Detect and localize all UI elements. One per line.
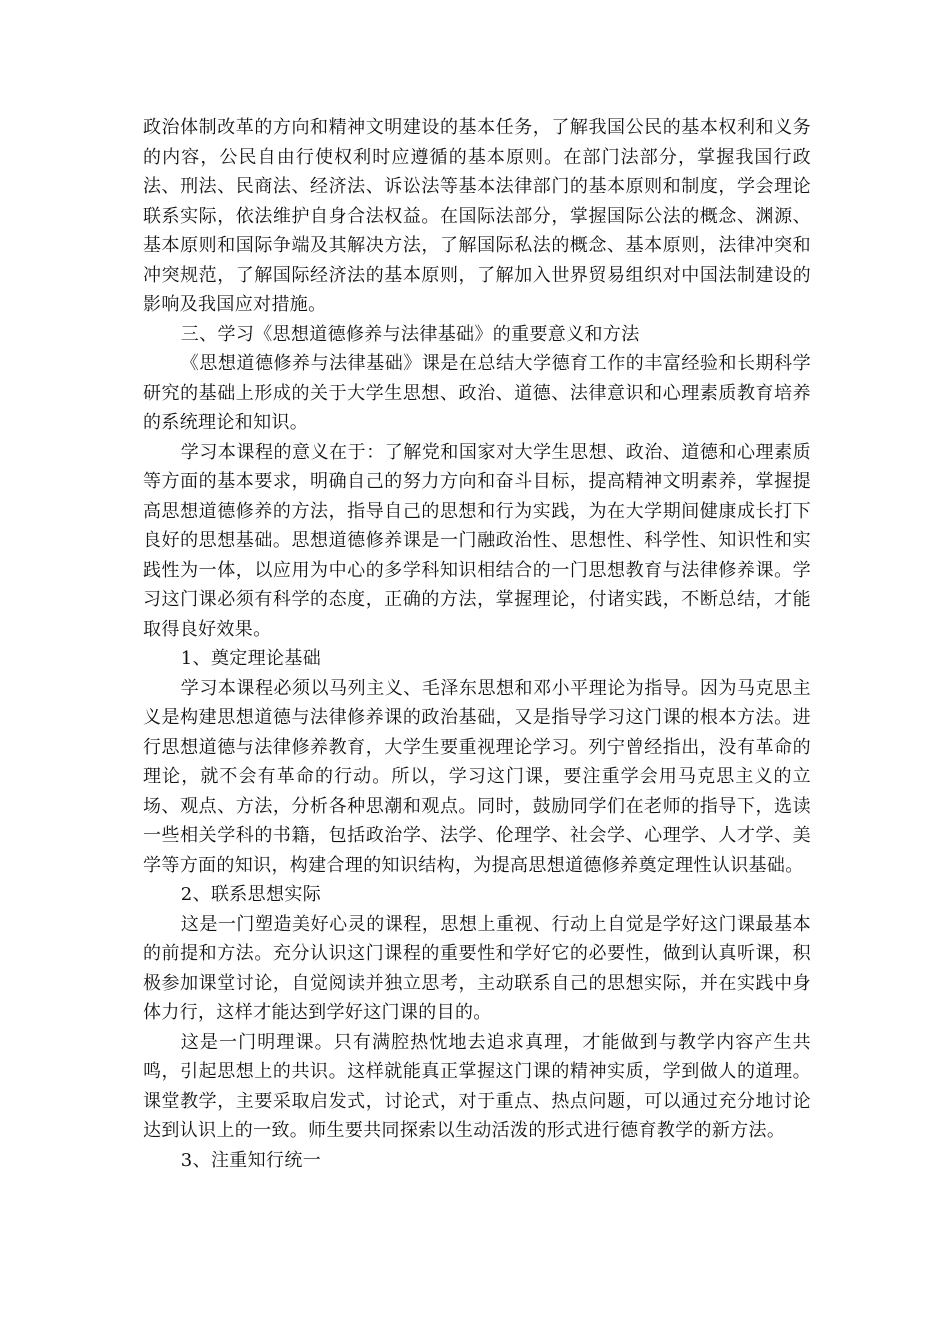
document-page	[143, 113, 811, 1175]
section-heading-3: 三、学习《思想道德修养与法律基础》的重要意义和方法	[180, 323, 640, 345]
subheading-1: 1、奠定理论基础	[180, 648, 322, 669]
subheading-2: 2、联系思想实际	[180, 884, 322, 905]
paragraph: 学习本课程必须以马列主义、毛泽东思想和邓小平理论为指导。因为马克思主义是构建思想道德与法律修养课的政治基础，又是指导学习这门课的根本方法。进行思想道德与法律修养教育，大学生要重视理论学习。列宁曾经指出，没有革命的理论，就不会有革命的行动。所以，学习这门课，要注重学会用马克思主义的立场、观点、方法，分析各种思潮和观点。同时，鼓励同学们在老师的指导下，选读一些相关学科的书籍，包括政治学、法学、伦理学、社会学、心理学、人才学、美学等方面的知识，构建合理的知识结构，为提高思想道德修养奠定理性认识基础。	[143, 677, 811, 876]
paragraph: 学习本课程的意义在于：了解党和国家对大学生思想、政治、道德和心理素质等方面的基本要求，明确自己的努力方向和奋斗目标，提高精神文明素养，掌握提高思想道德修养的方法，指导自己的思想和行为实践，为在大学期间健康成长打下良好的思想基础。思想道德修养课是一门融政治性、思想性、科学性、知识性和实践性为一体，以应用为中心的多学科知识相结合的一门思想教育与法律修养课。学习这门课必须有科学的态度，正确的方法，掌握理论，付诸实践，不断总结，才能取得良好效果。	[143, 441, 811, 640]
paragraph: 《思想道德修养与法律基础》课是在总结大学德育工作的丰富经验和长期科学研究的基础上形成的关于大学生思想、政治、道德、法律意识和心理素质教育培养的系统理论和知识。	[143, 353, 811, 433]
paragraph: 这是一门明理课。只有满腔热忱地去追求真理，才能做到与教学内容产生共鸣，引起思想上的共识。这样就能真正掌握这门课的精神实质，学到做人的道理。课堂教学，主要采取启发式，讨论式，对于重点、热点问题，可以通过充分地讨论达到认识上的一致。师生要共同探索以生动活泼的形式进行德育教学的新方法。	[143, 1031, 811, 1141]
paragraph: 这是一门塑造美好心灵的课程，思想上重视、行动上自觉是学好这门课最基本的前提和方法。充分认识这门课程的重要性和学好它的必要性，做到认真听课，积极参加课堂讨论，自觉阅读并独立思考，主动联系自己的思想实际，并在实践中身体力行，这样才能达到学好这门课的目的。	[143, 913, 811, 1023]
paragraph-continuation: 政治体制改革的方向和精神文明建设的基本任务，了解我国公民的基本权利和义务的内容，公民自由行使权利时应遵循的基本原则。在部门法部分，掌握我国行政法、刑法、民商法、经济法、诉讼法等基本法律部门的基本原则和制度，学会理论联系实际，依法维护自身合法权益。在国际法部分，掌握国际公法的概念、渊源、基本原则和国际争端及其解决方法，了解国际私法的概念、基本原则，法律冲突和冲突规范，了解国际经济法的基本原则，了解加入世界贸易组织对中国法制建设的影响及我国应对措施。	[143, 117, 811, 315]
subheading-3: 3、注重知行统一	[180, 1149, 322, 1171]
